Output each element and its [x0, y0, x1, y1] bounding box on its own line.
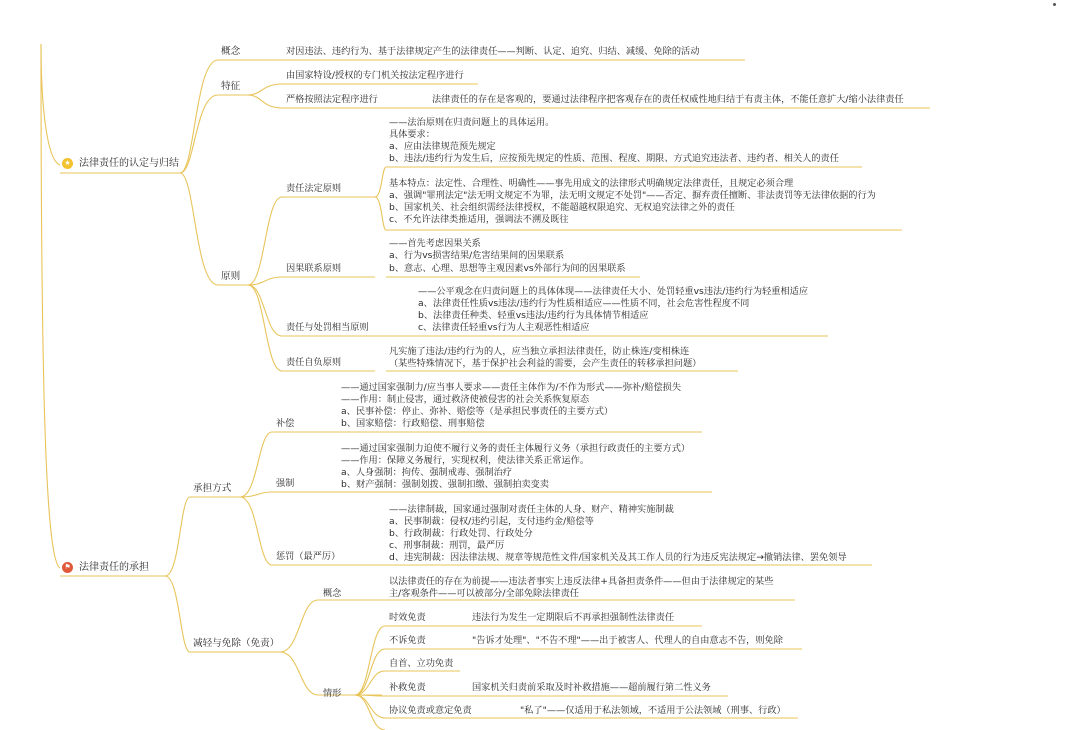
compensation-line-3: a、民事补偿：停止、弥补、赔偿等（是承担民事责任的主要方式） — [341, 406, 614, 417]
compensation-line-4: b、国家赔偿：行政赔偿、刑事赔偿 — [341, 418, 485, 429]
relief-situations-label[interactable]: 情形 — [323, 688, 342, 699]
root-node-liability-bearing[interactable] — [62, 562, 149, 574]
node-principles[interactable]: 原则 — [221, 271, 241, 282]
compensation-line-1: ——通过国家强制力/应当事人要求——责任主体作为/不作为形式——弥补/赔偿损失 — [341, 382, 682, 393]
feature-item-2-text: 法律责任的存在是客观的，要通过法律程序把客观存在的责任权威性地归结于有责主体，不能任意扩大/缩小法律责任 — [432, 94, 904, 105]
punishment-line-3: b、行政制裁：行政处罚、行政处分 — [389, 528, 533, 539]
legal-line-8: c、不允许法律类推适用，强调法不溯及既往 — [389, 214, 569, 225]
principle-proportional-label[interactable]: 责任与处罚相当原则 — [286, 322, 369, 333]
star-icon: ★ — [62, 158, 73, 169]
situation-text-4: 国家机关归责前采取及时补救措施——超前履行第二性义务 — [472, 682, 711, 693]
legal-line-5: 基本特点：法定性、合理性、明确性——事先用成文的法律形式明确规定法律责任，且规定必须合理 — [389, 178, 794, 189]
mode-enforcement-label[interactable]: 强制 — [276, 478, 295, 489]
relief-concept-line-1: 以法律责任的存在为前提——违法者事实上违反法律+具备担责条件——但由于法律规定的某些 — [389, 576, 774, 587]
punishment-line-2: a、民事制裁：侵权/违约引起，支付违约金/赔偿等 — [389, 516, 594, 527]
legal-line-1: ——法治原则在归责问题上的具体运用。 — [389, 117, 555, 128]
mode-punishment-label[interactable]: 惩罚（最严厉） — [276, 551, 341, 562]
root-label: 法律责任的认定与归结 — [79, 158, 179, 169]
situation-label-4[interactable]: 补救免责 — [389, 682, 426, 693]
situation-label-2[interactable]: 不诉免责 — [389, 635, 426, 646]
proportional-line-3: b、法律责任种类、轻重vs违法/违约行为具体情节相适应 — [418, 310, 649, 321]
node-features[interactable]: 特征 — [221, 81, 241, 92]
root-label: 法律责任的承担 — [79, 562, 149, 573]
mode-compensation-label[interactable]: 补偿 — [276, 418, 295, 429]
node-relief[interactable]: 减轻与免除（免责） — [193, 638, 280, 649]
situation-label-1[interactable]: 时效免责 — [389, 612, 426, 623]
enforcement-line-4: b、财产强制：强制划拨、强制扣缴、强制拍卖变卖 — [341, 479, 549, 490]
enforcement-line-2: ——作用：保障义务履行，实现权利，使法律关系正常运作。 — [341, 455, 590, 466]
legal-line-2: 具体要求： — [389, 129, 435, 140]
proportional-line-1: ——公平观念在归责问题上的具体体现——法律责任大小、处罚轻重vs违法/违约行为轻重相适应 — [418, 286, 809, 297]
legal-line-6: a、强调"罪刑法定"法无明文规定不为罪，法无明文规定不处罚"——否定、摒弃责任擅断、非法责罚等无法律依据的行为 — [389, 190, 876, 201]
legal-line-4: b、违法/违约行为发生后，应按预先规定的性质、范围、程度、期限、方式追究违法者、违约者、相关人的责任 — [389, 153, 839, 164]
compensation-line-2: ——作用：制止侵害，通过救济使被侵害的社会关系恢复原态 — [341, 394, 590, 405]
proportional-line-2: a、法律责任性质vs违法/违约行为性质相适应——性质不同，社会危害性程度不同 — [418, 298, 750, 309]
feature-item-1: 由国家特设/授权的专门机关按法定程序进行 — [286, 70, 464, 81]
situation-text-5: "私了"——仅适用于私法领域，不适用于公法领域（刑事、行政） — [520, 705, 786, 716]
causal-line-3: b、意志、心理、思想等主观因素vs外部行为间的因果联系 — [389, 263, 626, 274]
legal-line-3: a、应由法律规范预先规定 — [389, 141, 496, 152]
relief-concept-label[interactable]: 概念 — [323, 588, 342, 599]
principle-causal-label[interactable]: 因果联系原则 — [286, 263, 342, 274]
enforcement-line-1: ——通过国家强制力迫使不履行义务的责任主体履行义务（承担行政责任的主要方式） — [341, 443, 691, 454]
situation-text-1: 违法行为发生一定期限后不再承担强制性法律责任 — [472, 612, 675, 623]
root-node-liability-determination[interactable] — [62, 158, 179, 170]
principle-legal-label[interactable]: 责任法定原则 — [286, 183, 342, 194]
self-line-1: 凡实施了违法/违约行为的人，应当独立承担法律责任，防止株连/变相株连 — [389, 346, 690, 357]
node-concept[interactable]: 概念 — [221, 46, 241, 57]
principle-self-label[interactable]: 责任自负原则 — [286, 357, 342, 368]
punishment-line-5: d、违宪制裁：因法律法规、规章等规范性文件/国家机关及其工作人员的行为违反宪法规定→撤销法律、罢免领导 — [389, 552, 847, 563]
node-modes[interactable]: 承担方式 — [193, 483, 232, 494]
situation-label-5[interactable]: 协议免责或意定免责 — [389, 705, 472, 716]
concept-text: 对因违法、违约行为、基于法律规定产生的法律责任——判断、认定、追究、归结、减缓、免除的活动 — [286, 46, 700, 57]
situation-label-3[interactable]: 自首、立功免责 — [389, 658, 454, 669]
situation-text-2: "告诉才处理"、"不告不理"——出于被害人、代理人的自由意志不告，则免除 — [472, 635, 783, 646]
self-line-2: （某些特殊情况下，基于保护社会利益的需要，会产生责任的转移承担问题） — [389, 358, 702, 369]
enforcement-line-3: a、人身强制：拘传、强制戒毒、强制治疗 — [341, 467, 513, 478]
causal-line-2: a、行为vs损害结果/危害结果间的因果联系 — [389, 250, 565, 261]
flag-icon: ⚑ — [62, 562, 73, 573]
relief-concept-line-2: 主/客观条件——可以被部分/全部免除法律责任 — [389, 588, 579, 599]
proportional-line-4: c、法律责任轻重vs行为人主观恶性相适应 — [418, 322, 590, 333]
feature-item-2-label: 严格按照法定程序进行 — [286, 94, 378, 105]
punishment-line-4: c、刑事制裁：刑罚，最严厉 — [389, 540, 505, 551]
causal-line-1: ——首先考虑因果关系 — [389, 238, 481, 249]
punishment-line-1: ——法律制裁，国家通过强制对责任主体的人身、财产、精神实施制裁 — [389, 504, 674, 515]
legal-line-7: b、国家机关、社会组织需经法律授权，不能超越权限追究、无权追究法律之外的责任 — [389, 202, 735, 213]
